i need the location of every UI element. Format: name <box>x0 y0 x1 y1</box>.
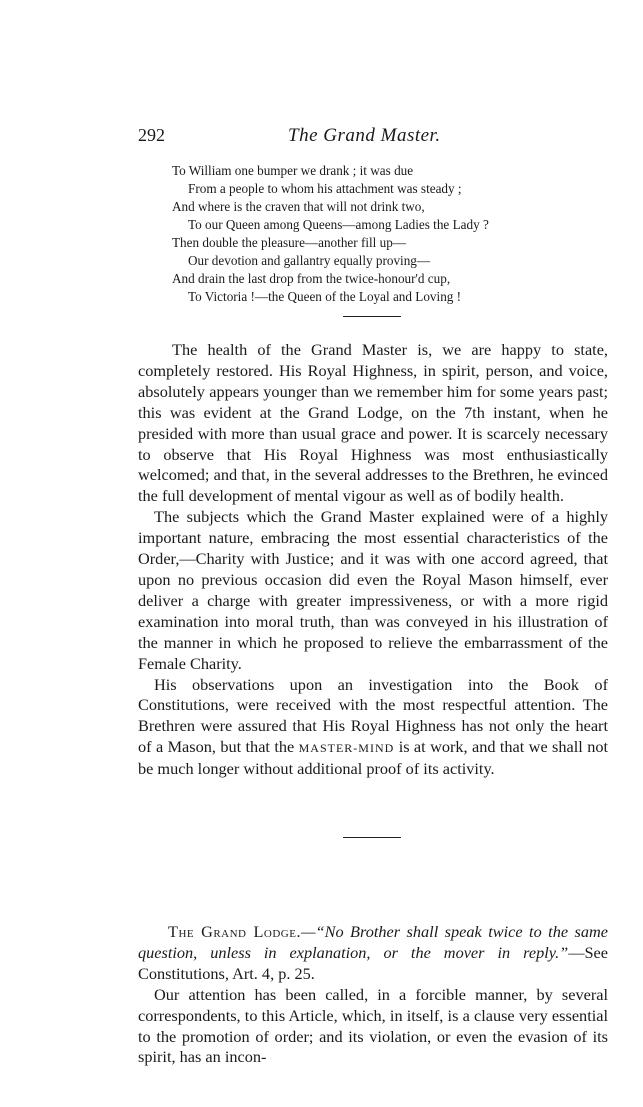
poem-line: And where is the craven that will not drink two, <box>172 199 425 214</box>
quoted-rule: —“No Brother shall speak twice to the same question, unless in explanation, or the mover in reply.” <box>138 922 608 962</box>
poem-stanza <box>172 162 612 306</box>
paragraph-text: is at work, and that we shall not be much longer without additional proof of its activity. <box>138 737 608 779</box>
article-grand-master <box>138 340 608 780</box>
paragraph-text: His observations upon an investigation into the Book of Constitutions, were received with the most respectful attention. The Brethren were assured that His Royal Highness has not only the heart of a Mason, but that the <box>138 674 608 757</box>
article-grand-lodge <box>138 922 608 1068</box>
paragraph <box>138 922 608 985</box>
section-divider <box>343 837 401 838</box>
running-title: The Grand Master. <box>288 125 441 146</box>
section-heading: The Grand Lodge. <box>168 922 302 941</box>
page-header <box>138 125 608 149</box>
paragraph: The health of the Grand Master is, we are happy to state, completely restored. His Royal Highness, in spirit, person, and voice, absolutely appears younger than we remember him for some years past; this was evident at the Grand Lodge, on the 7th instant, when he presided with more than usual grace and power. It is scarcely necessary to observe that His Royal Highness was most enthusiastically welcomed; and that, in the several addresses to the Brethren, he evinced the full development of mental vigour as well as of bodily health. <box>138 340 608 506</box>
paragraph: The subjects which the Grand Master explained were of a highly important nature, embracing the most essential characteristics of the Order,—Charity with Justice; and it was with one accord agreed, that upon no previous occasion did even the Royal Mason himself, ever deliver a charge with greater impressiveness, or with a more rigid examination into moral truth, than was conveyed in his illustration of the manner in which he proposed to relieve the embarrassment of the Female Charity. <box>138 507 608 673</box>
paragraph <box>138 675 608 781</box>
poem-line: From a people to whom his attachment was steady ; <box>188 181 462 196</box>
poem-line: Then double the pleasure—another fill up— <box>172 235 407 250</box>
poem-line: To our Queen among Queens—among Ladies the Lady ? <box>188 217 489 232</box>
page-number: 292 <box>138 125 165 145</box>
poem-line: And drain the last drop from the twice-honour'd cup, <box>172 271 451 286</box>
section-divider <box>343 316 401 317</box>
poem-line: To Victoria !—the Queen of the Loyal and Loving ! <box>188 289 462 304</box>
poem-line: To William one bumper we drank ; it was due <box>172 163 414 178</box>
poem-line: Our devotion and gallantry equally proving— <box>188 253 431 268</box>
citation: —See Constitutions, Art. 4, p. 25. <box>138 942 608 983</box>
paragraph: Our attention has been called, in a forcible manner, by several correspondents, to this Article, which, in itself, is a clause very essential to the promotion of order; and its violation, or even the evasion of its spirit, has an incon- <box>138 984 608 1067</box>
master-mind-term: MASTER-MIND <box>298 741 395 756</box>
